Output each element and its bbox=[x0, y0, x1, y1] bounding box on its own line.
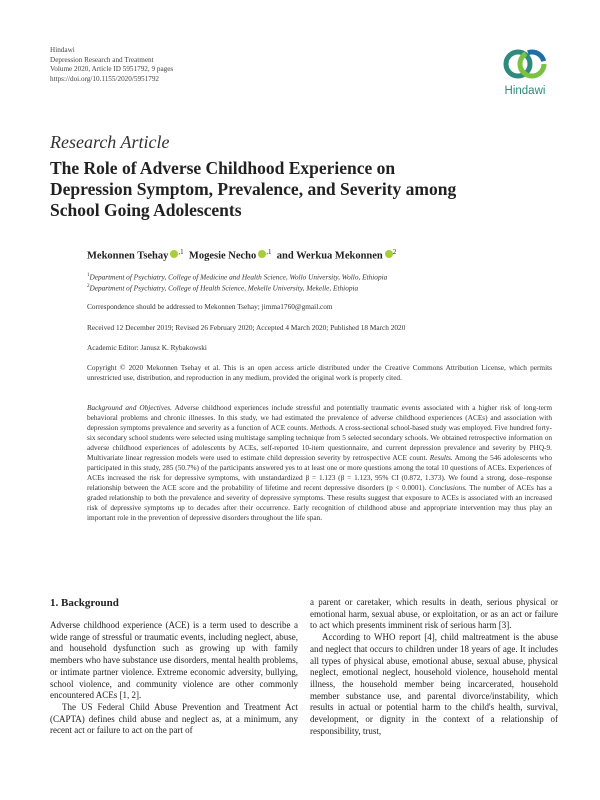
abstract-text-conclusions: The number of ACEs has a graded relationship to both the prevalence and severity of depressive symptoms. These results suggest that exposure to ACEs is associated with an increased risk of depressive symptoms up to decades after their occurrence. Early recognition of childhood abuse and appropriate intervention may thus play an important role in the prevention of depressive disorders throughout the life span. bbox=[87, 483, 552, 522]
paper-title bbox=[50, 158, 490, 221]
hindawi-logo bbox=[494, 44, 556, 97]
academic-editor: Academic Editor: Janusz K. Rybakowski bbox=[87, 343, 207, 352]
author-list bbox=[87, 248, 396, 262]
affiliation-sup: 2 bbox=[87, 284, 90, 290]
affiliations bbox=[87, 271, 552, 294]
author-conjunction: and bbox=[276, 250, 294, 262]
author-affil-sup: ,1 bbox=[178, 248, 184, 256]
journal-header bbox=[50, 46, 173, 84]
publication-dates: Received 12 December 2019; Revised 26 February 2020; Accepted 4 March 2020; Published 18 March 2020 bbox=[87, 323, 406, 332]
title-line: Depression Symptom, Prevalence, and Severity among bbox=[50, 179, 457, 199]
title-line: The Role of Adverse Childhood Experience on bbox=[50, 158, 396, 178]
author-name[interactable]: Mogesie Necho bbox=[188, 250, 257, 262]
affiliation-text: Department of Psychiatry, College of Medicine and Health Science, Wollo University, Wollo, Ethiopia bbox=[89, 272, 388, 282]
orcid-icon[interactable] bbox=[385, 250, 393, 258]
correspondence: Correspondence should be addressed to Mekonnen Tsehay; jimma1760@gmail.com bbox=[87, 302, 333, 311]
abstract-label-methods: Methods. bbox=[310, 423, 337, 432]
section-heading: 1. Background bbox=[50, 597, 119, 609]
affiliation-sup: 1 bbox=[87, 273, 90, 278]
author-name[interactable]: Werkua Mekonnen bbox=[296, 250, 383, 262]
title-line: School Going Adolescents bbox=[50, 200, 242, 220]
affiliation-text: Department of Psychiatry, College of Health Science, Mekelle University, Mekelle, Ethiopia bbox=[89, 283, 359, 293]
author-affil-sup: ,1 bbox=[266, 248, 272, 256]
affiliation bbox=[87, 282, 552, 293]
volume-info: Volume 2020, Article ID 5951792, 9 pages bbox=[50, 65, 174, 74]
abstract-label-conclusions: Conclusions. bbox=[428, 483, 467, 492]
abstract-label-background: Background and Objectives. bbox=[87, 403, 172, 412]
author-affil-sup: 2 bbox=[392, 248, 397, 256]
paragraph: The US Federal Child Abuse Prevention and Treatment Act (CAPTA) defines child abuse and neglect as, at a minimum, any recent act or failure to act on the part of bbox=[50, 701, 298, 736]
abstract-text-background: Adverse childhood experiences include stressful and potentially traumatic events associated with a higher risk of long-term behavioral problems and chronic illnesses. In this study, we had estimated the prevalence of adverse childhood experiences (ACEs) and association with depression symptoms prevalence and severity as a function of ACE counts. bbox=[87, 403, 553, 432]
paragraph: Adverse childhood experience (ACE) is a term used to describe a wide range of stressful or traumatic events, including neglect, abuse, and household dysfunction such as growing up with family members who have substance use disorders, mental health problems, or intimate partner violence. Extreme economic adversity, bullying, school violence, and community violence are other commonly encountered ACEs [1, 2]. bbox=[50, 620, 298, 701]
paragraph: a parent or caretaker, which results in death, serious physical or emotional harm, sexual abuse, or exploitation, or as an act or failure to act which presents imminent risk of serious harm [3]. bbox=[310, 597, 558, 631]
abstract-text-methods: A cross-sectional school-based study was employed. Five hundred forty-six secondary school students were selected using multistage sampling technique from 5 selected secondary schools. We obtained retrospective information on adverse childhood experiences of adolescents by ACEs, self-reported 10-item questionnaire, and current depression prevalence and severity by PHQ-9. Multivariate linear regression models were used to estimate child depression severity by retrospective ACE count. bbox=[87, 423, 552, 462]
journal-name: Depression Research and Treatment bbox=[50, 55, 154, 64]
publisher-name: Hindawi bbox=[50, 46, 75, 54]
abstract bbox=[87, 403, 552, 523]
logo-text: Hindawi bbox=[504, 85, 546, 97]
hindawi-logo-icon bbox=[501, 44, 549, 84]
body-column-right bbox=[310, 597, 558, 737]
abstract-text-results: Among the 546 adolescents who participated in this study, 285 (50.7%) of the participants answered yes to at least one or more questions among the total 10 questions of ACEs. Experiences of ACEs increased the risk for depressive symptoms, with unstandardized β = 1.123 (β = 1.123, 95% CI (0.872, 1.373). We found a strong, dose–response relationship between the ACE score and the probability of lifetime and recent depressive disorders (p < 0.0001). bbox=[87, 453, 552, 492]
article-type: Research Article bbox=[50, 132, 170, 152]
paragraph: According to WHO report [4], child maltreatment is the abuse and neglect that occurs to children under 18 years of age. It includes all types of physical abuse, emotional abuse, sexual abuse, physical neglect, emotional neglect, household violence, household mental illness, the household member being incarcerated, household member substance use, and parental divorce/instability, which results in actual or potential harm to the child's health, survival, development, or dignity in the context of a relationship of responsibility, trust, bbox=[310, 632, 558, 736]
author-name[interactable]: Mekonnen Tsehay bbox=[87, 250, 169, 262]
doi-link[interactable]: https://doi.org/10.1155/2020/5951792 bbox=[50, 74, 160, 83]
affiliation bbox=[87, 271, 552, 282]
abstract-label-results: Results. bbox=[429, 453, 453, 462]
body-column-left bbox=[50, 620, 298, 737]
copyright-notice: Copyright © 2020 Mekonnen Tsehay et al. This is an open access article distributed under the Creative Commons Attribution License, which permits unrestricted use, distribution, and reproduction in any medium, provided the original work is properly cited. bbox=[87, 363, 552, 382]
